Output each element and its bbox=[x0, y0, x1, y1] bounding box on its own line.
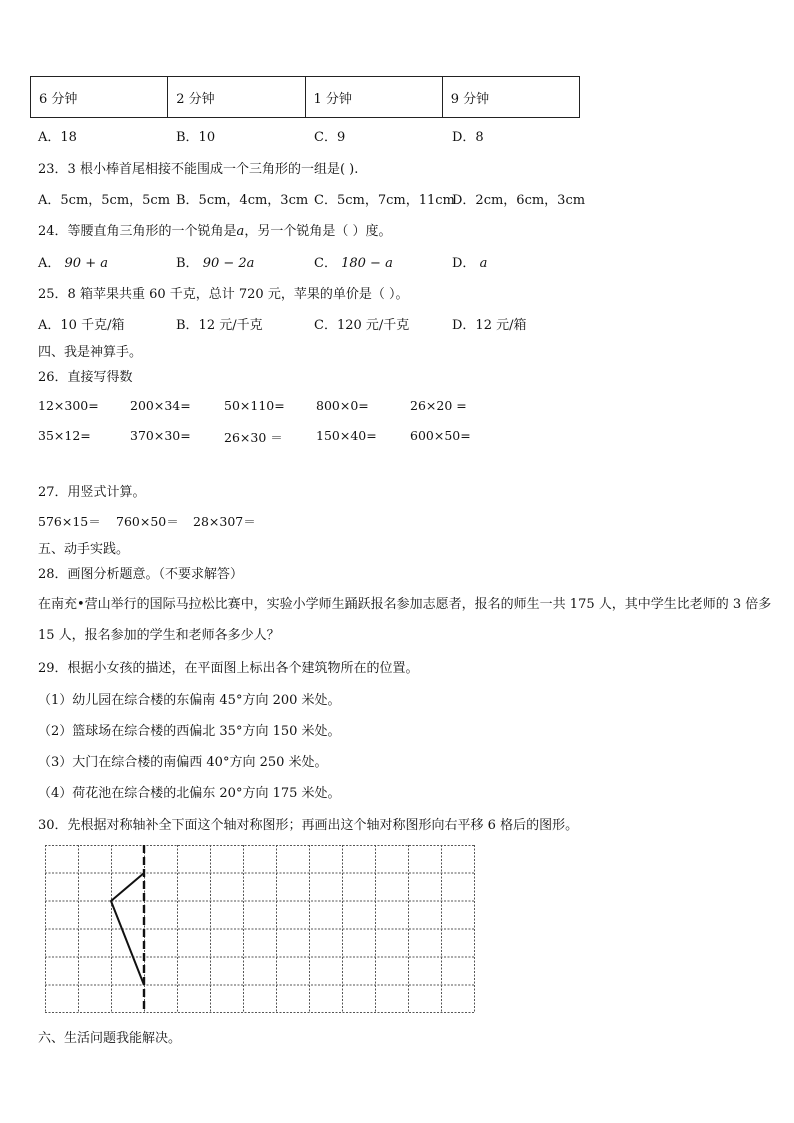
q25-option-a: A．10 千克/箱 bbox=[38, 318, 125, 333]
option-expr: a bbox=[479, 256, 488, 271]
q29-item: （4）荷花池在综合楼的北偏东 20°方向 175 米处。 bbox=[38, 786, 341, 801]
table-cell: 9 分钟 bbox=[442, 77, 579, 118]
q29-item: （1）幼儿园在综合楼的东偏南 45°方向 200 米处。 bbox=[38, 693, 341, 708]
option-letter: B． bbox=[176, 256, 199, 271]
calc-item: 200×34= bbox=[130, 398, 191, 413]
symmetry-grid bbox=[45, 845, 477, 1017]
q23-question: 23．3 根小棒首尾相接不能围成一个三角形的一组是( ). bbox=[38, 162, 359, 177]
q24-question bbox=[38, 220, 391, 239]
q22-option-b: B．10 bbox=[176, 130, 216, 145]
q27-title: 27．用竖式计算。 bbox=[38, 485, 146, 500]
q22-option-a: A．18 bbox=[38, 130, 77, 145]
q24-option-c bbox=[314, 252, 393, 271]
q29-title: 29．根据小女孩的描述，在平面图上标出各个建筑物所在的位置。 bbox=[38, 661, 419, 676]
table-cell: 6 分钟 bbox=[31, 77, 168, 118]
q23-option-d: D．2cm，6cm，3cm bbox=[452, 193, 586, 208]
section-6-heading: 六、生活问题我能解决。 bbox=[38, 1031, 182, 1046]
q26-title: 26．直接写得数 bbox=[38, 370, 133, 385]
grid-svg bbox=[45, 845, 477, 1013]
q29-item: （2）篮球场在综合楼的西偏北 35°方向 150 米处。 bbox=[38, 724, 341, 739]
q25-option-b: B．12 元/千克 bbox=[176, 318, 263, 333]
q24-option-d bbox=[452, 252, 487, 271]
calc-item: 12×300= bbox=[38, 398, 99, 413]
section-5-heading: 五、动手实践。 bbox=[38, 542, 130, 557]
option-letter: D． bbox=[452, 256, 476, 271]
q28-body: 在南充•营山举行的国际马拉松比赛中，实验小学师生踊跃报名参加志愿者，报名的师生一共 175 人，其中学生比老师的 3 倍多 15 人，报名参加的学生和老师各多少人？ bbox=[38, 597, 772, 643]
q22-option-d: D．8 bbox=[452, 130, 484, 145]
vertical-calc-item: 576×15＝ bbox=[38, 514, 101, 529]
q23-option-b: B．5cm，4cm，3cm bbox=[176, 193, 309, 208]
q24-text-after: ，另一个锐角是（ ）度。 bbox=[244, 224, 392, 239]
q23-option-a: A．5cm，5cm，5cm bbox=[38, 193, 171, 208]
calc-item: 370×30= bbox=[130, 428, 191, 443]
q24-option-a bbox=[38, 252, 108, 271]
option-expr: 90 + a bbox=[64, 256, 108, 271]
q24-variable: a bbox=[236, 224, 245, 239]
calc-item: 26×30 ＝ bbox=[224, 430, 283, 445]
vertical-calc-item: 28×307＝ bbox=[193, 514, 256, 529]
calc-item: 800×0= bbox=[316, 398, 369, 413]
q25-question: 25．8 箱苹果共重 60 千克，总计 720 元，苹果的单价是（ ）。 bbox=[38, 287, 409, 302]
calc-item: 26×20 = bbox=[410, 398, 467, 413]
calc-item: 600×50= bbox=[410, 428, 471, 443]
table-cell: 1 分钟 bbox=[305, 77, 442, 118]
option-letter: C． bbox=[314, 256, 337, 271]
q24-option-b bbox=[176, 252, 254, 271]
q25-option-d: D．12 元/箱 bbox=[452, 318, 527, 333]
calc-item: 150×40= bbox=[316, 428, 377, 443]
time-table bbox=[30, 76, 580, 118]
table-cell: 2 分钟 bbox=[168, 77, 305, 118]
calc-item: 50×110= bbox=[224, 398, 285, 413]
section-4-heading: 四、我是神算手。 bbox=[38, 345, 143, 360]
q29-item: （3）大门在综合楼的南偏西 40°方向 250 米处。 bbox=[38, 755, 328, 770]
option-letter: A． bbox=[38, 256, 61, 271]
q22-option-c: C．9 bbox=[314, 130, 346, 145]
option-expr: 90 − 2a bbox=[202, 256, 255, 271]
table-row bbox=[31, 77, 580, 118]
q25-option-c: C．120 元/千克 bbox=[314, 318, 410, 333]
q24-text-before: 24．等腰直角三角形的一个锐角是 bbox=[38, 224, 237, 239]
grid-lines bbox=[45, 845, 475, 1013]
calc-item: 35×12= bbox=[38, 428, 91, 443]
option-expr: 180 − a bbox=[341, 256, 393, 271]
vertical-calc-item: 760×50＝ bbox=[116, 514, 179, 529]
q28-title: 28．画图分析题意。（不要求解答） bbox=[38, 567, 244, 582]
q30-title: 30．先根据对称轴补全下面这个轴对称图形；再画出这个轴对称图形向右平移 6 格后的图形。 bbox=[38, 818, 579, 833]
q23-option-c: C．5cm，7cm，11cm bbox=[314, 193, 455, 208]
